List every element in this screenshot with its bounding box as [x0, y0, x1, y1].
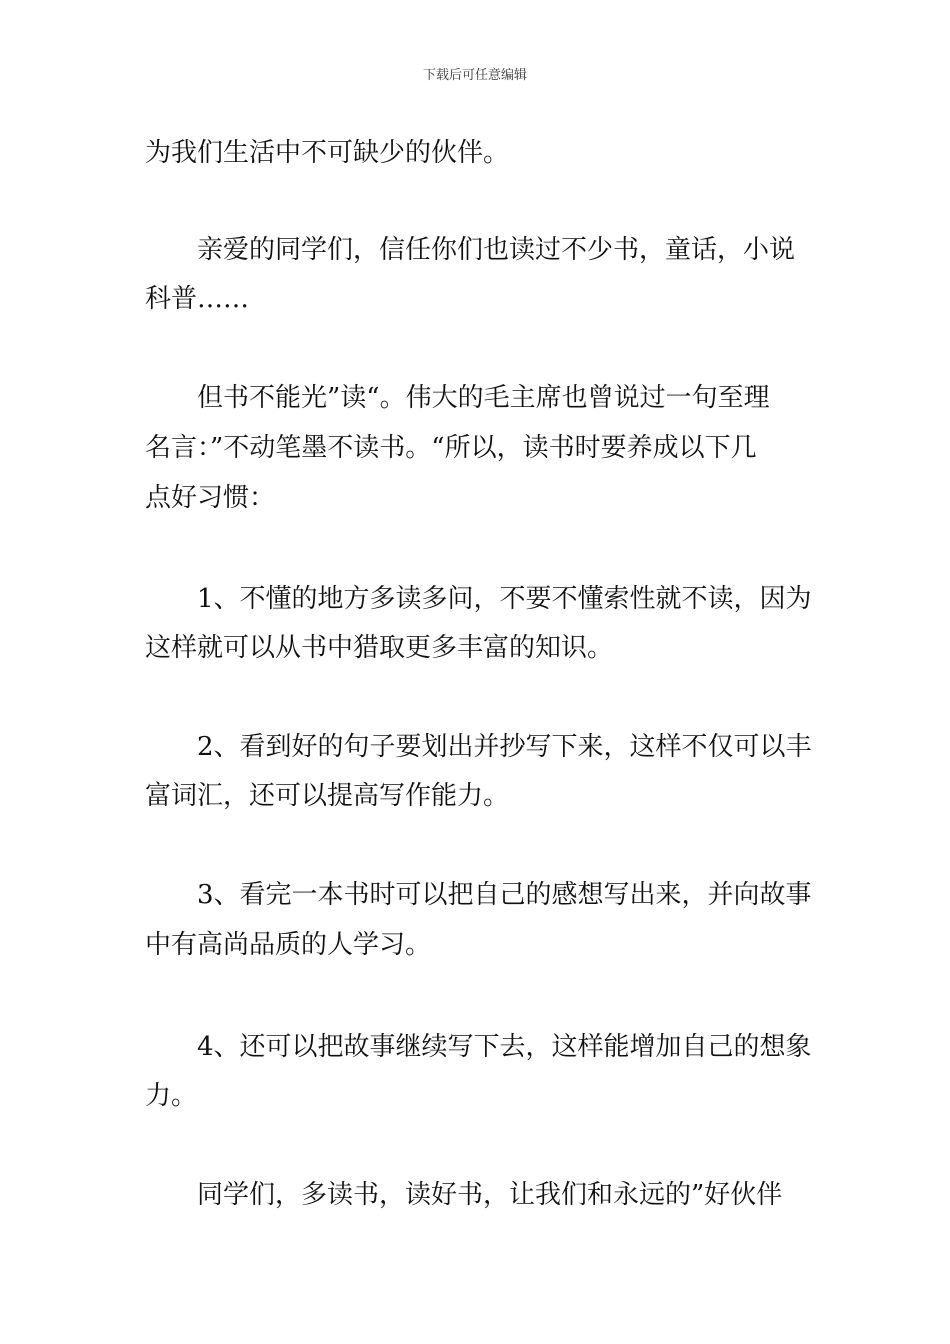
text-line: 3、看完一本书时可以把自己的感想写出来，并向故事 — [197, 880, 812, 910]
text-line: 亲爱的同学们，信任你们也读过不少书，童话，小说 — [197, 235, 796, 265]
text-line: 这样就可以从书中猎取更多丰富的知识。 — [145, 633, 614, 663]
text-line: 点好习惯： — [145, 483, 276, 513]
text-line: 为我们生活中不可缺少的伙伴。 — [145, 138, 510, 168]
text-line: 同学们，多读书，读好书，让我们和永远的”好伙伴 — [197, 1180, 783, 1210]
text-line: 科普…… — [145, 284, 250, 314]
text-line: 名言：”不动笔墨不读书。“所以，读书时要养成以下几 — [145, 433, 757, 463]
page-header: 下载后可任意编辑 — [422, 68, 527, 83]
text-line: 2、看到好的句子要划出并抄写下来，这样不仅可以丰 — [197, 732, 812, 762]
text-line: 但书不能光”读“。伟大的毛主席也曾说过一句至理 — [197, 383, 770, 413]
text-line: 中有高尚品质的人学习。 — [145, 930, 432, 960]
text-line: 1、不懂的地方多读多问，不要不懂索性就不读，因为 — [197, 584, 812, 614]
text-line: 富词汇，还可以提高写作能力。 — [145, 781, 510, 811]
text-line: 4、还可以把故事继续写下去，这样能增加自己的想象 — [197, 1032, 812, 1062]
text-line: 力。 — [145, 1081, 198, 1111]
